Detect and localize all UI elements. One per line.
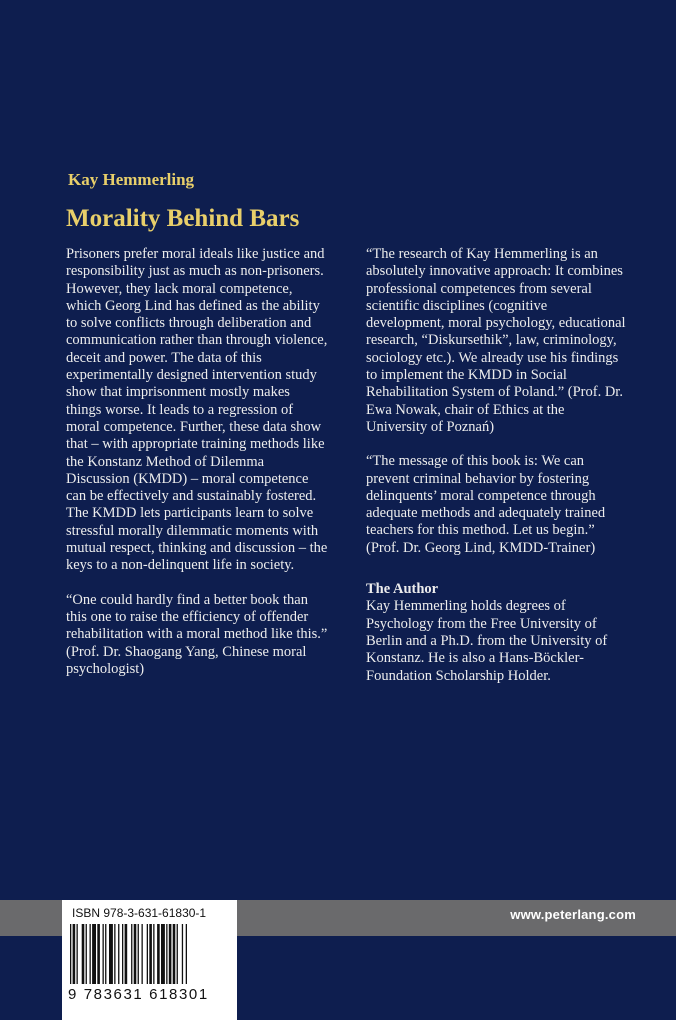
barcode-bar (122, 924, 123, 984)
barcode-bar (86, 924, 87, 984)
barcode-bar (169, 924, 172, 984)
barcode-bar (97, 924, 100, 984)
barcode-bar (92, 924, 96, 984)
barcode-bar (182, 924, 183, 984)
barcode-bar (186, 924, 187, 984)
quote-lind: “The message of this book is: We can prevent criminal behavior by fostering delinquents’ moral competence through adequate methods and adequately trained teachers for this method. Let us begin.” (Prof. Dr. Georg Lind, KMDD-Trainer) (366, 453, 606, 556)
author-section (366, 581, 628, 685)
barcode-bar (73, 924, 76, 984)
barcode-bar (142, 924, 143, 984)
quote-yang: “One could hardly find a better book than this one to raise the efficiency of offender rehabilitation with a moral method like this.” (Prof. Dr. Shaogang Yang, Chinese moral psychologist) (66, 591, 328, 677)
author-bio: Kay Hemmerling holds degrees of Psychology from the Free University of Berlin and a Ph.D. from the University of Konstanz. He is also a Hans-Böckler-Foundation Scholarship Holder. (366, 598, 608, 684)
barcode-panel (62, 900, 237, 1020)
left-column (66, 246, 328, 695)
barcode-bar (138, 924, 139, 984)
publisher-website[interactable]: www.peterlang.com (510, 907, 636, 922)
barcode-bar (109, 924, 113, 984)
barcode-bar (161, 924, 165, 984)
author-name: Kay Hemmerling (68, 170, 195, 189)
book-title: Morality Behind Bars (66, 205, 300, 232)
barcode-bar (173, 924, 176, 984)
right-column (366, 246, 628, 685)
description-paragraph: Prisoners prefer moral ideals like justice and responsibility just as much as non-prisoners. However, they lack moral competence, which Georg Lind has defined as the ability to solve conflicts through deliberation and communication rather than through violence, deceit and power. The data of this experimentally designed intervention study show that imprisonment mostly makes things worse. It leads to a regression of moral competence. Further, these data show that – with appropriate training methods like the Konstanz Method of Dilemma Discussion (KMDD) – moral competence can be effectively and sustainably fostered. The KMDD lets participants learn to solve stressful morally dilemmatic moments with mutual respect, thinking and discussion – the keys to a non-delinquent life in society. (66, 246, 328, 574)
barcode-bar (105, 924, 106, 984)
barcode-bar (82, 924, 85, 984)
barcode-bar (153, 924, 154, 984)
barcode-bar (149, 924, 152, 984)
barcode-bar (157, 924, 160, 984)
barcode-bar (77, 924, 78, 984)
barcode-icon (70, 924, 230, 984)
barcode-bar (147, 924, 148, 984)
isbn-label: ISBN 978-3-631-61830-1 (72, 906, 207, 920)
barcode-bar (90, 924, 91, 984)
barcode-bar (70, 924, 71, 984)
author-heading: The Author (366, 581, 439, 598)
barcode-bar (131, 924, 132, 984)
barcode-bar (103, 924, 104, 984)
barcode-bar (114, 924, 115, 984)
quote-nowak: “The research of Kay Hemmerling is an absolutely innovative approach: It combines professional competences from several scientific disciplines (cognitive development, moral psychology, educational research, “Diskursethik”, law, criminology, sociology etc.). We already use his findings to implement the KMDD in Social Rehabilitation System of Poland.” (Prof. Dr. Ewa Nowak, chair of Ethics at the University of Poznań) (366, 246, 626, 435)
barcode-bar (125, 924, 128, 984)
barcode-bar (134, 924, 137, 984)
barcode-digits: 9 783631 618301 (68, 986, 209, 1003)
barcode-bar (166, 924, 167, 984)
barcode-bar (118, 924, 119, 984)
barcode-bar (177, 924, 178, 984)
